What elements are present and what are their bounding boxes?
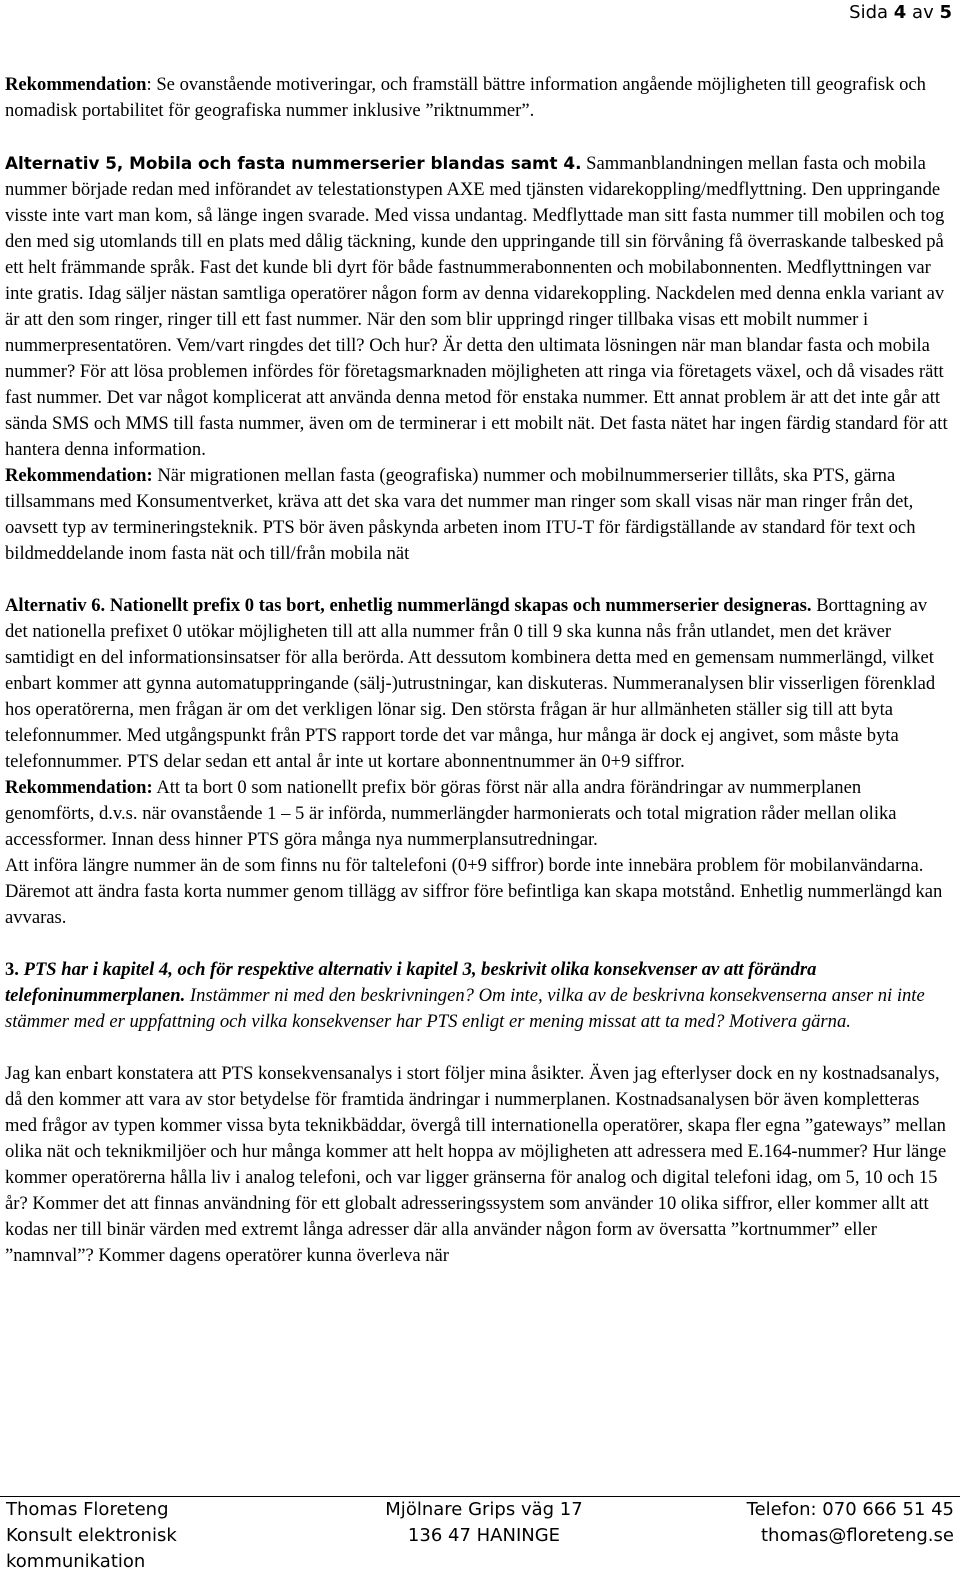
question-title: PTS har i kapitel 4, och för respektive alternativ i kapitel 3, beskrivit olika konsekvenser av att förändra telefoninummerplanen. (5, 959, 817, 1006)
footer-phone: Telefon: 070 666 51 45 (746, 1499, 954, 1520)
paragraph-rekommendation-2 (5, 463, 952, 567)
paragraph-alternativ-5 (5, 150, 952, 463)
question-number: 3. (5, 959, 24, 980)
recommendation-label: Rekommendation: (5, 465, 153, 486)
recommendation-label: Rekommendation: (5, 777, 153, 798)
page-number (849, 2, 952, 23)
section-heading: Alternativ 6. Nationellt prefix 0 tas bort, enhetlig nummerlängd skapas och nummerserier designeras. (5, 595, 812, 616)
paragraph-text: Sammanblandningen mellan fasta och mobila nummer började redan med införandet av telestationstypen AXE med tjänsten vidarekoppling/medflyttning. Den uppringande visste inte vart man kom, så länge ingen svarade. Med vissa undantag. Medflyttade man sitt fasta nummer till mobilen och tog den med sig utomlands till en plats med dålig täckning, kunde den uppringande till sin förvåning få överraskande talbesked på ett helt främmande språk. Fast det kunde bli dyrt för både fastnummerabonnenten och mobilabonnenten. Medflyttningen var inte gratis. Idag säljer nästan samtliga operatörer någon form av denna vidarekoppling. Nackdelen med denna enkla variant av är att den som ringer, ringer till ett fast nummer. När den som blir uppringd ringer tillbaka visas ett mobilt nummer i nummerpresentatören. Vem/vart ringdes det till? Och hur? Är detta den ultimata lösningen när man blandar fasta och mobila nummer? För att lösa problemen infördes för företagsmarknaden möjligheten att ringa via företagets växel, och då visades rätt fast nummer. Det var något komplicerat att använda denna metod för enstaka nummer. Ett annat problem är att det inte går att sända SMS och MMS till fasta nummer, även om de terminerar i ett mobilt nät. Det fasta nätet har ingen färdig standard för att hantera denna information. (5, 153, 948, 460)
paragraph-text: När migrationen mellan fasta (geografiska) nummer och mobilnummerserier tillåts, ska PTS, gärna tillsammans med Konsumentverket, kräva att det ska vara det nummer man ringer som skall visas när man ringer från det, oavsett typ av termineringsteknik. PTS bör även påskynda arbeten inom ITU-T för färdigställande av standard för text och bildmeddelande inom fasta nät och till/från mobila nät (5, 465, 916, 564)
paragraph-text: Att ta bort 0 som nationellt prefix bör göras först när alla andra förändringar av nummerplanen genomförts, d.v.s. när ovanstående 1 – 5 är införda, nummerlängder harmonierats och total migration råder mellan olika accessformer. Innan dess hinner PTS göra många nya nummerplansutredningar. (5, 777, 897, 850)
question-prompt: Instämmer ni med den beskrivningen? Om inte, vilka av de beskrivna konsekvenserna anser ni inte stämmer med er uppfattning och vilka konsekvenser har PTS enligt er mening missat att ta med? Motivera gärna. (5, 985, 925, 1032)
footer-street: Mjölnare Grips väg 17 (385, 1499, 583, 1520)
paragraph-answer: Jag kan enbart konstatera att PTS konsekvensanalys i stort följer mina åsikter. Även jag efterlyser dock en ny kostnadsanalys, då den kommer att vara av stor betydelse för framtida ändringar i nummerplanen. Kostnadsanalysen bör även kompletteras med frågor av typen kommer vissa byta teknikbäddar, övergå till internationella operatörer, skapa fler egna ”gateways” mellan olika nät och teknikmiljöer och hur många kommer att helt hoppa av möjligheten att adressera med E.164-nummer? Hur länge kommer operatörerna hålla liv i analog telefoni, och var ligger gränserna för analog och digital telefoni idag, om 5, 10 och 15 år? Kommer det att finnas användning för ett globalt adresseringssystem som använder 10 olika siffror, eller kommer allt att kodas ner till binär värden med extremt långa adresser där alla använder någon form av översatta ”kortnummer” eller ”namnval”? Kommer dagens operatörer kunna överleva när (5, 1063, 947, 1266)
footer-title: Konsult elektronisk kommunikation (6, 1525, 177, 1572)
paragraph-alternativ-6 (5, 593, 952, 775)
page-label: Sida (849, 2, 889, 23)
page-footer (0, 1496, 960, 1575)
paragraph-rekommendation-1 (5, 72, 952, 124)
paragraph-mobilanvandare: Att införa längre nummer än de som finns nu för taltelefoni (0+9 siffror) borde inte innebära problem för mobilanvändarna. Däremot att ändra fasta korta nummer genom tillägg av siffror före befintliga kan skapa motstånd. Enhetlig nummerlängd kan avvaras. (5, 855, 943, 928)
document-body (5, 72, 952, 1269)
page-current: 4 (893, 2, 907, 23)
page-total: 5 (939, 2, 952, 23)
section-heading: Alternativ 5, Mobila och fasta nummerserier blandas samt 4. (5, 153, 582, 173)
paragraph-text: Borttagning av det nationella prefixet 0 utökar möjligheten till att alla nummer från 0 till 9 ska kunna nås från utlandet, men det kräver samtidigt en del informationsinsatser för alla berörda. Att dessutom kombinera detta med en gemensam nummerlängd, vilket enbart kommer att gynna automatuppringande (sälj-)utrustningar, kan diskuteras. Nummeranalysen blir visserligen förenklad hos operatörerna, men frågan är om det verkligen lönar sig. Den största frågan är hur allmänheten ställer sig till att byta telefonnummer. Med utgångspunkt från PTS rapport torde det var många, hur många är dock ej angivet, som måste byta telefonnummer. PTS delar sedan ett antal år inte ut kortare abonnentnummer än 0+9 siffror. (5, 595, 936, 772)
footer-city: 136 47 HANINGE (407, 1525, 561, 1546)
paragraph-text: : Se ovanstående motiveringar, och framställ bättre information angående möjligheten till geografisk och nomadisk portabilitet för geografiska nummer inklusive ”riktnummer”. (5, 74, 926, 121)
footer-name: Thomas Floreteng (6, 1499, 169, 1520)
recommendation-label: Rekommendation (5, 74, 147, 95)
footer-email: thomas@floreteng.se (760, 1525, 954, 1546)
page-sep: av (912, 2, 934, 23)
paragraph-rekommendation-3 (5, 775, 952, 853)
question-3 (5, 957, 952, 1035)
